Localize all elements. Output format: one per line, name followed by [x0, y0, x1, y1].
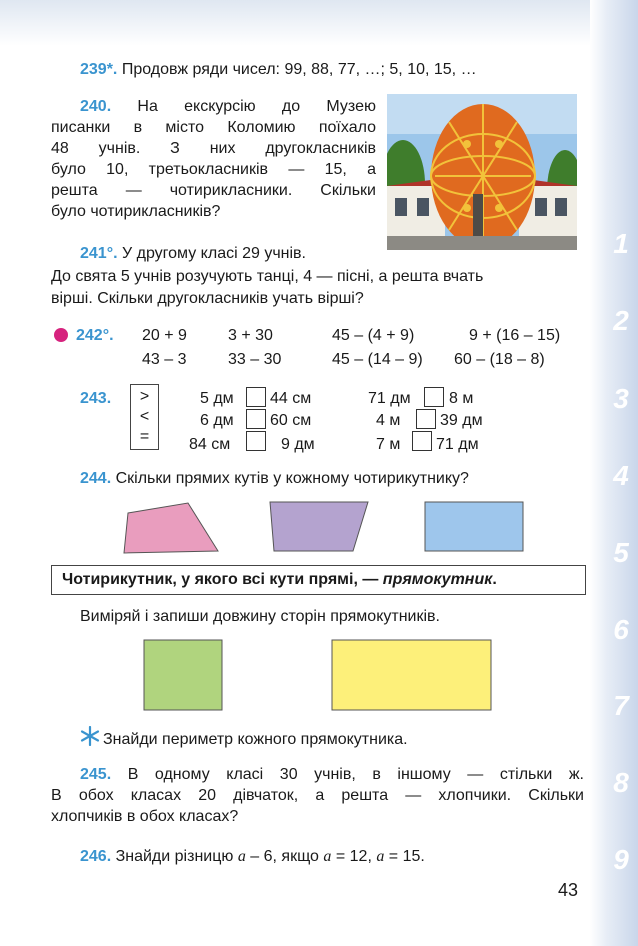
exercise-number: 243.: [80, 390, 112, 407]
exercise-241-first-line: [80, 243, 306, 264]
expression: 33 – 30: [228, 351, 282, 368]
rectangle-blue: [425, 502, 523, 551]
rectangles-row: [140, 636, 500, 714]
rectangle-green: [144, 640, 222, 710]
side-number: 9: [613, 844, 629, 875]
compare-right: 39 дм: [440, 412, 483, 429]
compare-left: 6 дм: [200, 412, 234, 429]
exercise-text: – 6, якщо: [245, 848, 324, 865]
greater-than-sign: >: [139, 388, 150, 405]
exercise-number: 239*.: [80, 61, 118, 78]
quadrilaterals-row: [120, 497, 560, 555]
side-number: 1: [613, 228, 629, 259]
exercise-line: В обох класах 20 дівчаток, а решта — хлопчики. Скільки: [51, 787, 584, 804]
answer-box[interactable]: [246, 431, 266, 451]
expression: 45 – (14 – 9): [332, 351, 423, 368]
exercise-text: Скільки прямих кутів у кожному чотирикутнику?: [115, 470, 469, 487]
definition-box: [51, 565, 586, 595]
exercise-number: 246.: [80, 848, 112, 865]
answer-box[interactable]: [246, 387, 266, 407]
compare-left: 4 м: [376, 412, 401, 429]
compare-right: 8 м: [449, 390, 474, 407]
exercise-line: писанки в місто Коломию поїхало: [51, 119, 376, 136]
exercise-240: [51, 96, 376, 222]
difficulty-dot-icon: [54, 328, 68, 342]
exercise-number: 240.: [80, 98, 112, 115]
side-number: 8: [613, 767, 629, 798]
answer-box[interactable]: [416, 409, 436, 429]
answer-box[interactable]: [424, 387, 444, 407]
snowflake-icon: [80, 726, 100, 746]
side-number: 7: [613, 690, 629, 721]
compare-right: 71 дм: [436, 436, 479, 453]
exercise-text: Знайди різницю: [115, 848, 238, 865]
variable: а: [376, 848, 385, 865]
answer-box[interactable]: [412, 431, 432, 451]
expression: 3 + 30: [228, 327, 273, 344]
compare-right: 9 дм: [281, 436, 315, 453]
exercise-number: 241°.: [80, 245, 118, 262]
compare-left: 84 см: [189, 436, 231, 453]
exercise-number: 242°.: [76, 327, 114, 344]
pysanka-museum-photo: [387, 94, 577, 250]
definition-term: прямокутник: [382, 571, 493, 588]
exercise-246: [80, 846, 425, 867]
compare-right: 60 см: [270, 412, 312, 429]
less-than-sign: <: [139, 408, 150, 425]
exercise-line: На екскурсію до Музею: [137, 98, 376, 115]
compare-left: 5 дм: [200, 390, 234, 407]
exercise-line: До свята 5 учнів розучують танці, 4 — пісні, а решта вчать: [51, 268, 484, 285]
exercise-line: В одному класі 30 учнів, в іншому — стільки ж.: [127, 766, 585, 783]
exercise-line: хлопчиків в обох класах?: [51, 808, 239, 825]
compare-left: 71 дм: [368, 390, 411, 407]
expression: 43 – 3: [142, 351, 187, 368]
perimeter-instruction: Знайди периметр кожного прямокутника.: [103, 731, 408, 748]
compare-right: 44 см: [270, 390, 312, 407]
exercise-text: Продовж ряди чисел: 99, 88, 77, …; 5, 10, 15, …: [121, 61, 477, 78]
quadrilateral-violet: [270, 502, 368, 551]
definition-end: .: [492, 571, 497, 588]
exercise-number: 244.: [80, 470, 112, 487]
equals-sign: =: [139, 428, 150, 445]
page-top-band: [0, 0, 638, 46]
exercise-text: = 15.: [384, 848, 425, 865]
variable: а: [323, 848, 332, 865]
quadrilateral-pink: [124, 503, 218, 553]
measure-instruction: Виміряй і запиши довжину сторін прямокутників.: [80, 608, 440, 625]
expression: 20 + 9: [142, 327, 187, 344]
expression: 9 + (16 – 15): [469, 327, 561, 344]
definition-text: [62, 569, 497, 590]
compare-left: 7 м: [376, 436, 401, 453]
variable: а: [237, 848, 246, 865]
side-number: 3: [613, 383, 629, 414]
exercise-line: вірші. Скільки другокласників учать вірші?: [51, 290, 364, 307]
exercise-244: [80, 468, 469, 489]
side-number: 5: [613, 537, 629, 568]
exercise-line: було 10, третьокласників — 15, а: [51, 161, 376, 178]
exercise-line: решта — чотирикласники. Скільки: [51, 182, 376, 199]
side-number: 2: [613, 305, 629, 336]
exercise-number: 245.: [80, 766, 112, 783]
rectangle-yellow: [332, 640, 491, 710]
comparison-symbols: [130, 384, 159, 450]
expression: 45 – (4 + 9): [332, 327, 415, 344]
exercise-line: 48 учнів. З них другокласників: [51, 140, 376, 157]
exercise-text: = 12,: [331, 848, 377, 865]
answer-box[interactable]: [246, 409, 266, 429]
expression: 60 – (18 – 8): [454, 351, 545, 368]
exercise-245: [51, 764, 584, 827]
side-number: 6: [613, 614, 629, 645]
exercise-text: У другому класі 29 учнів.: [122, 245, 306, 262]
side-number: 4: [613, 460, 629, 491]
exercise-239: [80, 59, 477, 80]
exercise-line: було чотирикласників?: [51, 203, 221, 220]
definition-plain: Чотирикутник, у якого всі кути прямі, —: [62, 571, 379, 588]
page-number: 43: [558, 880, 579, 900]
